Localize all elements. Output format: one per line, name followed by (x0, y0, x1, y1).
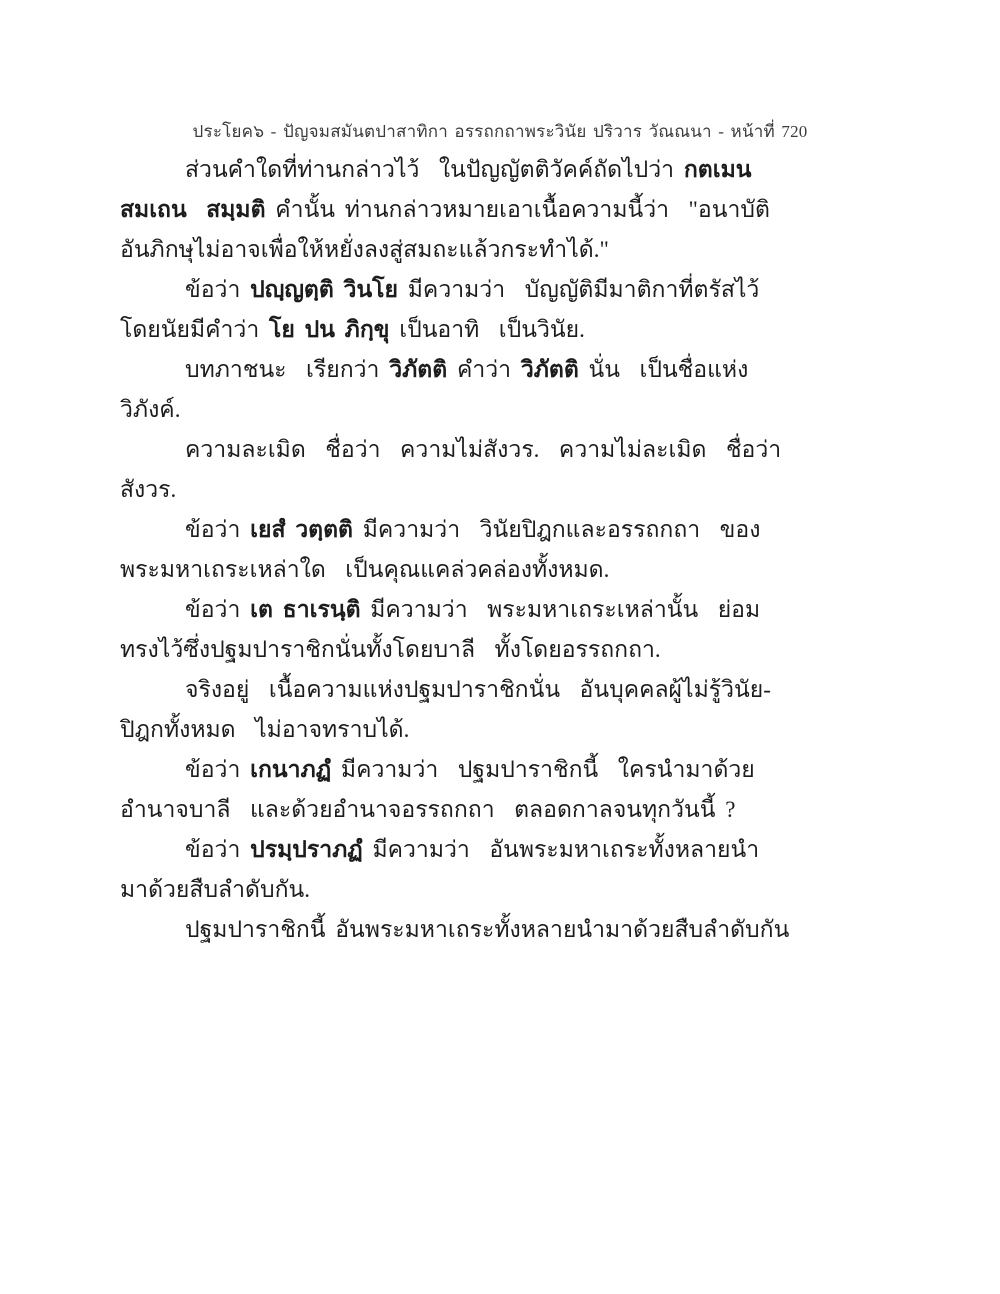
text-line (120, 310, 830, 350)
text-line (120, 830, 830, 870)
text-line (120, 590, 830, 630)
text-segment: มีความว่า วินัยปิฎกและอรรถกถา ของ (352, 517, 761, 542)
text-segment: ข้อว่า (185, 517, 251, 542)
pali-term: วิภัตติ (389, 357, 448, 382)
text-segment: นั่น เป็นชื่อแห่ง (578, 357, 749, 382)
text-segment: ข้อว่า (185, 277, 251, 302)
text-segment: มีความว่า บัญญัติมีมาติกาที่ตรัสไว้ (398, 277, 760, 302)
text-segment: คำนั้น ท่านกล่าวหมายเอาเนื้อความนี้ว่า "อนาบัติ (265, 197, 770, 222)
text-segment: ความละเมิด ชื่อว่า ความไม่สังวร. ความไม่ละเมิด ชื่อว่า (185, 437, 782, 462)
text-segment: บทภาชนะ เรียกว่า (185, 357, 390, 382)
page-header: ประโยค๖ - ปัญจมสมันตปาสาทิกา อรรถกถาพระวินัย ปริวาร วัณณนา - หน้าที่ 720 (192, 122, 808, 141)
text-line (120, 150, 830, 190)
text-segment: ข้อว่า (185, 597, 251, 622)
text-line (120, 750, 830, 790)
text-line (120, 670, 830, 710)
pali-term: เต ธาเรนฺติ (250, 597, 361, 622)
text-line (120, 190, 830, 230)
text-segment: วิภังค์. (120, 397, 181, 422)
text-segment: ปิฎกทั้งหมด ไม่อาจทราบได้. (120, 717, 410, 742)
pali-term: โย ปน ภิกฺขุ (269, 317, 390, 342)
text-line (120, 510, 830, 550)
pali-term: เยสํ วตฺตติ (250, 517, 353, 542)
text-segment: เป็นอาทิ เป็นวินัย. (389, 317, 585, 342)
text-line (120, 910, 830, 950)
body-lines (120, 150, 830, 950)
text-segment: พระมหาเถระเหล่าใด เป็นคุณแคล่วคล่องทั้งหมด. (120, 557, 610, 582)
text-segment: จริงอยู่ เนื้อความแห่งปฐมปาราชิกนั่น อันบุคคลผู้ไม่รู้วินัย- (185, 677, 771, 702)
text-line (120, 270, 830, 310)
text-segment: ส่วนคำใดที่ท่านกล่าวไว้ ในปัญญัตติวัคค์ถัดไปว่า (185, 157, 684, 182)
text-segment: มีความว่า พระมหาเถระเหล่านั้น ย่อม (360, 597, 761, 622)
text-segment: ข้อว่า (185, 757, 251, 782)
text-line (120, 430, 830, 470)
text-line (120, 390, 830, 430)
text-line (120, 230, 830, 270)
pali-term: กตเมน (683, 157, 752, 182)
text-segment: โดยนัยมีคำว่า (120, 317, 270, 342)
text-segment: อันภิกษุไม่อาจเพื่อให้หยั่งลงสู่สมถะแล้วกระทำได้." (120, 237, 609, 262)
text-segment: มาด้วยสืบลำดับกัน. (120, 877, 310, 902)
text-line (120, 470, 830, 510)
text-line (120, 630, 830, 670)
pali-term: ปรมฺปราภฏํ (250, 837, 363, 862)
pali-term: วิภัตติ (520, 357, 579, 382)
text-line (120, 550, 830, 590)
text-line (120, 710, 830, 750)
pali-term: ปญฺญตฺติ วินโย (250, 277, 399, 302)
text-segment: ทรงไว้ซึ่งปฐมปาราชิกนั่นทั้งโดยบาลี ทั้งโดยอรรถกถา. (120, 637, 661, 662)
text-line (120, 350, 830, 390)
text-segment: อำนาจบาลี และด้วยอำนาจอรรถกถา ตลอดกาลจนทุกวันนี้ ? (120, 797, 736, 822)
text-line (120, 870, 830, 910)
text-segment: ข้อว่า (185, 837, 251, 862)
text-line (120, 790, 830, 830)
text-segment: สังวร. (120, 477, 177, 502)
text-segment: คำว่า (447, 357, 521, 382)
text-segment: มีความว่า ปฐมปาราชิกนี้ ใครนำมาด้วย (331, 757, 755, 782)
text-segment: ปฐมปาราชิกนี้ อันพระมหาเถระทั้งหลายนำมาด้วยสืบลำดับกัน (185, 917, 790, 942)
text-segment: มีความว่า อันพระมหาเถระทั้งหลายนำ (362, 837, 760, 862)
pali-term: สมเถน สมฺมติ (120, 197, 266, 222)
pali-term: เกนาภฏํ (250, 757, 332, 782)
